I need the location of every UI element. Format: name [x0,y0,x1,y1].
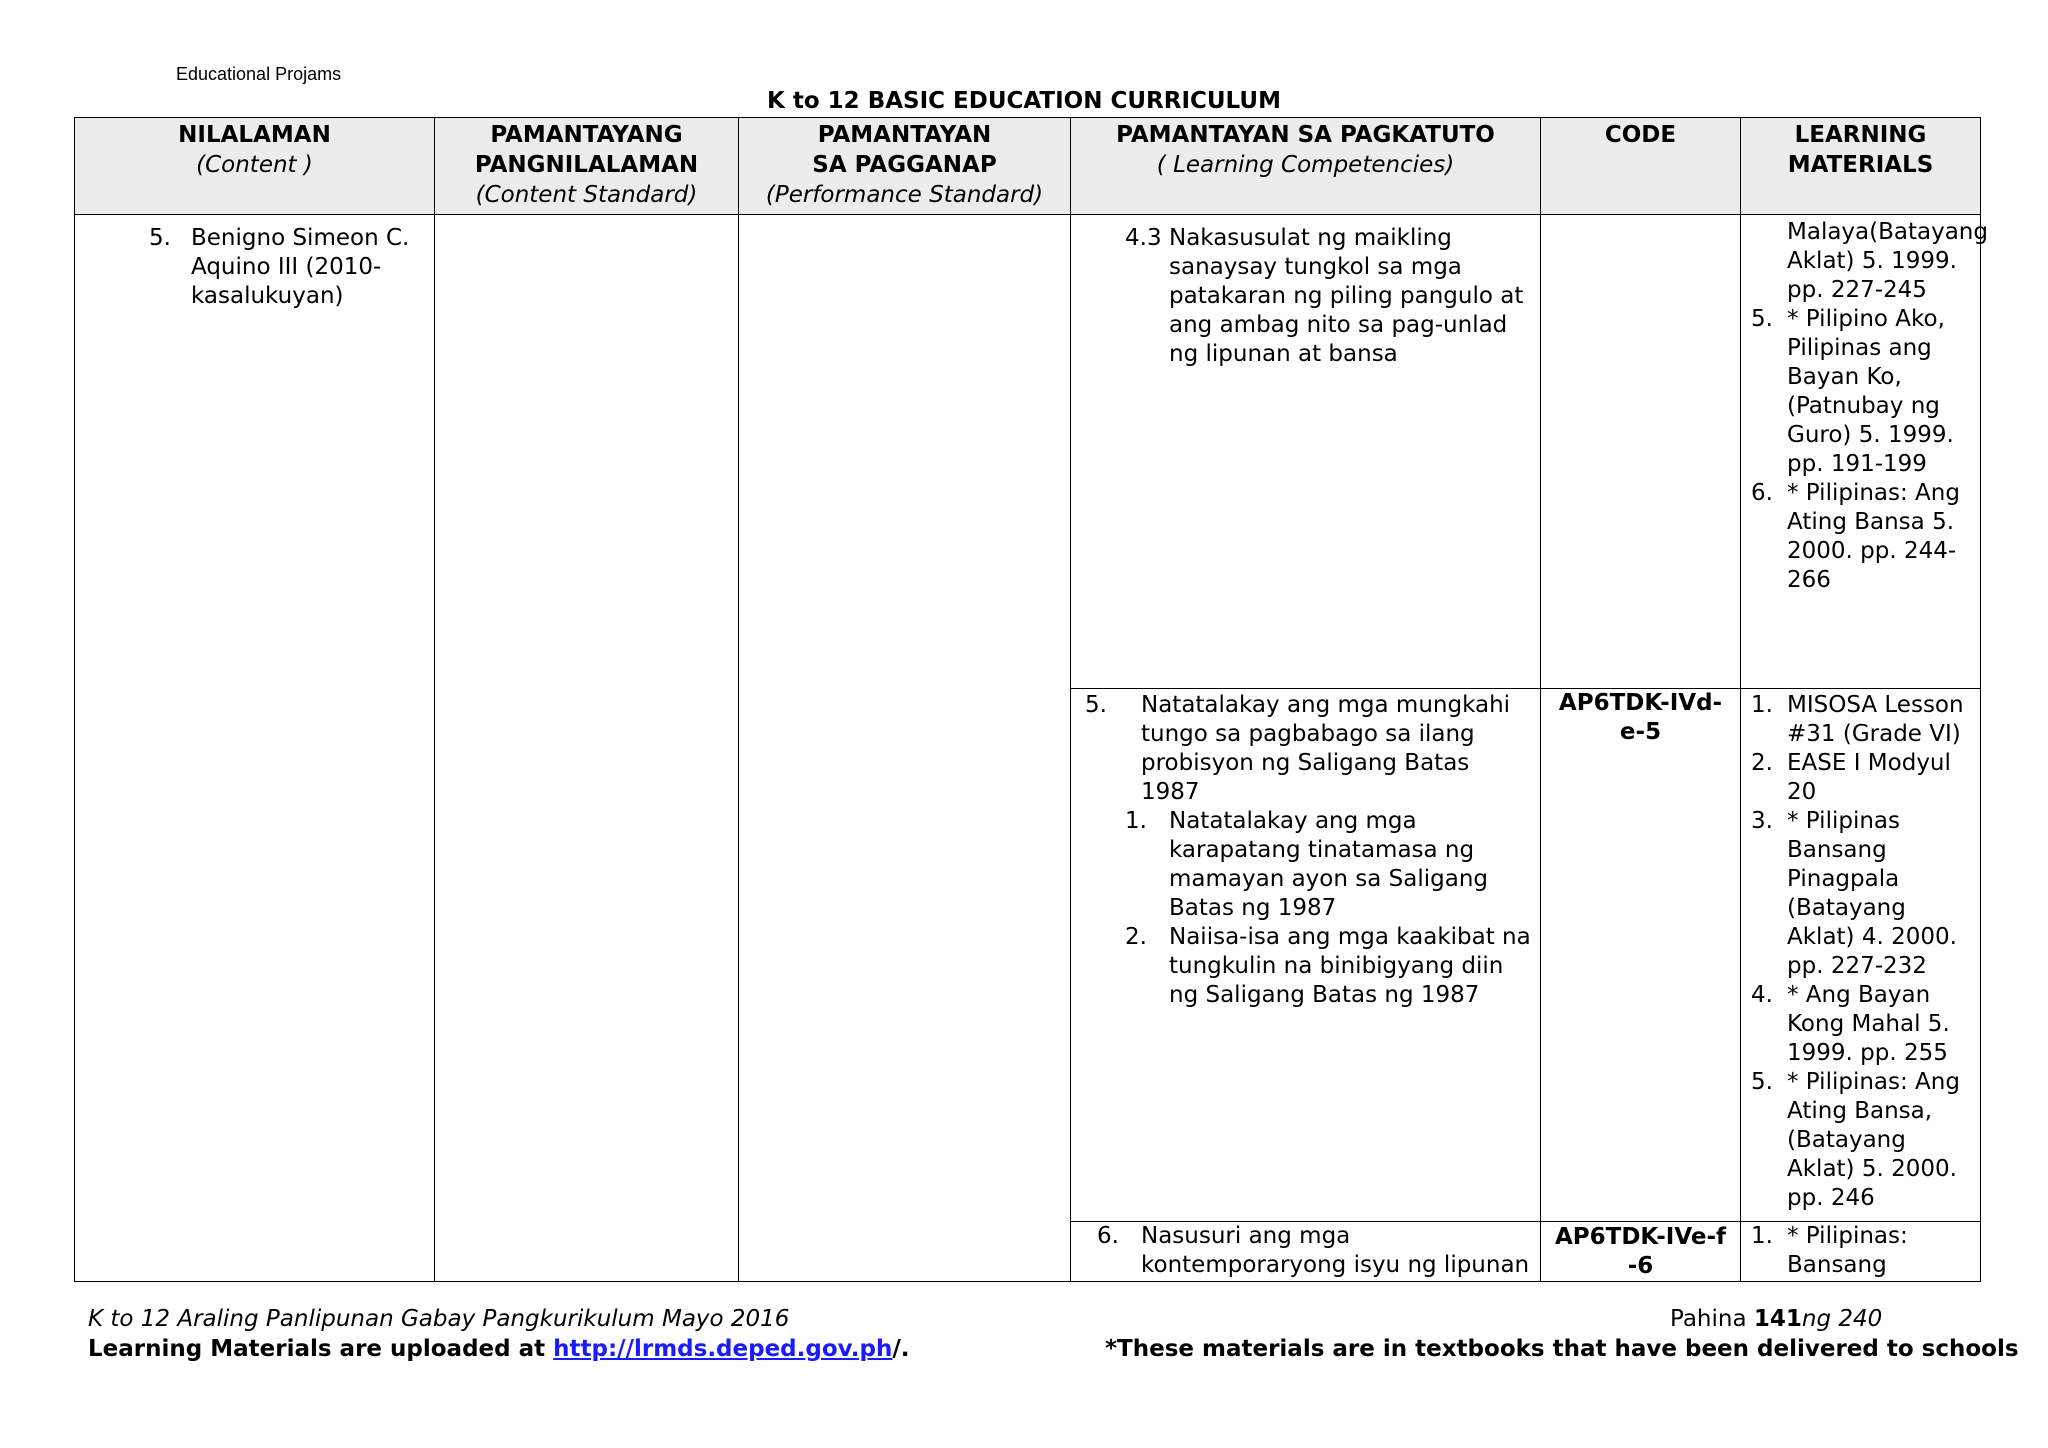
code-cell: AP6TDK-IVe-f-6 [1541,1222,1741,1282]
brand-label: Educational Projams [176,64,342,84]
content-standard-cell [435,215,739,1282]
competency-cell [1071,1222,1541,1282]
competency-item: 6. Nasusuri ang mga kontemporaryong isyu ng lipunan [1097,1223,1530,1278]
list-item: 6. * Pilipinas: Ang Ating Bansa 5. 2000. pp. 244-266 [1751,480,1960,593]
materials-cell [1741,1222,1981,1282]
header-performance-standard: PAMANTAYAN SA PAGGANAP (Performance Standard) [739,118,1071,215]
header-learning-materials: LEARNING MATERIALS [1741,118,1981,215]
list-item: 1. MISOSA Lesson #31 (Grade VI) [1751,692,1964,747]
code-cell: AP6TDK-IVd-e-5 [1541,689,1741,1222]
competency-cell [1071,215,1541,689]
footer-guide-title: K to 12 Araling Panlipunan Gabay Pangkurikulum Mayo 2016 [88,1306,790,1332]
footer-page-number: Pahina 141ng 240 [1670,1306,1883,1332]
list-item: 5. * Pilipinas: Ang Ating Bansa, (Batayang Aklat) 5. 2000. pp. 246 [1751,1069,1960,1211]
competency-item: 4.3 Nakasusulat ng maikling sanaysay tungkol sa mga patakaran ng piling pangulo at ang ambag nito sa pag-unlad ng lipunan at bansa [1125,225,1524,367]
list-item: 3. * Pilipinas Bansang Pinagpala (Batayang Aklat) 4. 2000. pp. 227-232 [1751,808,1957,979]
header-content: NILALAMAN (Content ) [75,118,435,215]
competency-item: 5. Natatalakay ang mga mungkahi tungo sa pagbabago sa ilang probisyon ng Saligang Batas 1987 [1085,692,1511,805]
document-title: K to 12 BASIC EDUCATION CURRICULUM [767,88,1281,114]
header-code: CODE [1541,118,1741,215]
list-item: 1. * Pilipinas: Bansang [1751,1223,1908,1278]
footer-textbook-note: *These materials are in textbooks that have been delivered to schools [1105,1336,2019,1362]
materials-lead: Malaya(Batayang Aklat) 5. 1999. pp. 227-245 [1787,219,1988,303]
list-item: 2. EASE I Modyul 20 [1751,750,1951,805]
performance-standard-cell [739,215,1071,1282]
competency-cell [1071,689,1541,1222]
curriculum-table [74,117,1988,1282]
footer-upload-note: Learning Materials are uploaded at http://lrmds.deped.gov.ph/. [88,1336,910,1362]
table-row [75,215,1981,689]
competency-subitem: 1. Natatalakay ang mga karapatang tinatamasa ng mamayan ayon sa Saligang Batas ng 1987 [1125,808,1488,921]
materials-cell [1741,215,1988,689]
materials-cell [1741,689,1981,1222]
list-item: 4. * Ang Bayan Kong Mahal 5. 1999. pp. 255 [1751,982,1950,1066]
code-cell [1541,215,1741,689]
header-content-standard: PAMANTAYANG PANGNILALAMAN (Content Standard) [435,118,739,215]
header-learning-competencies: PAMANTAYAN SA PAGKATUTO ( Learning Competencies) [1071,118,1541,215]
list-item: 5. * Pilipino Ako, Pilipinas ang Bayan Ko, (Patnubay ng Guro) 5. 1999. pp. 191-199 [1751,306,1954,477]
content-item: 5. Benigno Simeon C. Aquino III (2010-kasalukuyan) [149,225,410,309]
lrmds-link[interactable]: http://lrmds.deped.gov.ph [553,1336,893,1362]
table-header-row [75,118,1981,215]
content-cell [75,215,435,1282]
competency-subitem: 2. Naiisa-isa ang mga kaakibat na tungkulin na binibigyang diin ng Saligang Batas ng 1987 [1125,924,1531,1008]
